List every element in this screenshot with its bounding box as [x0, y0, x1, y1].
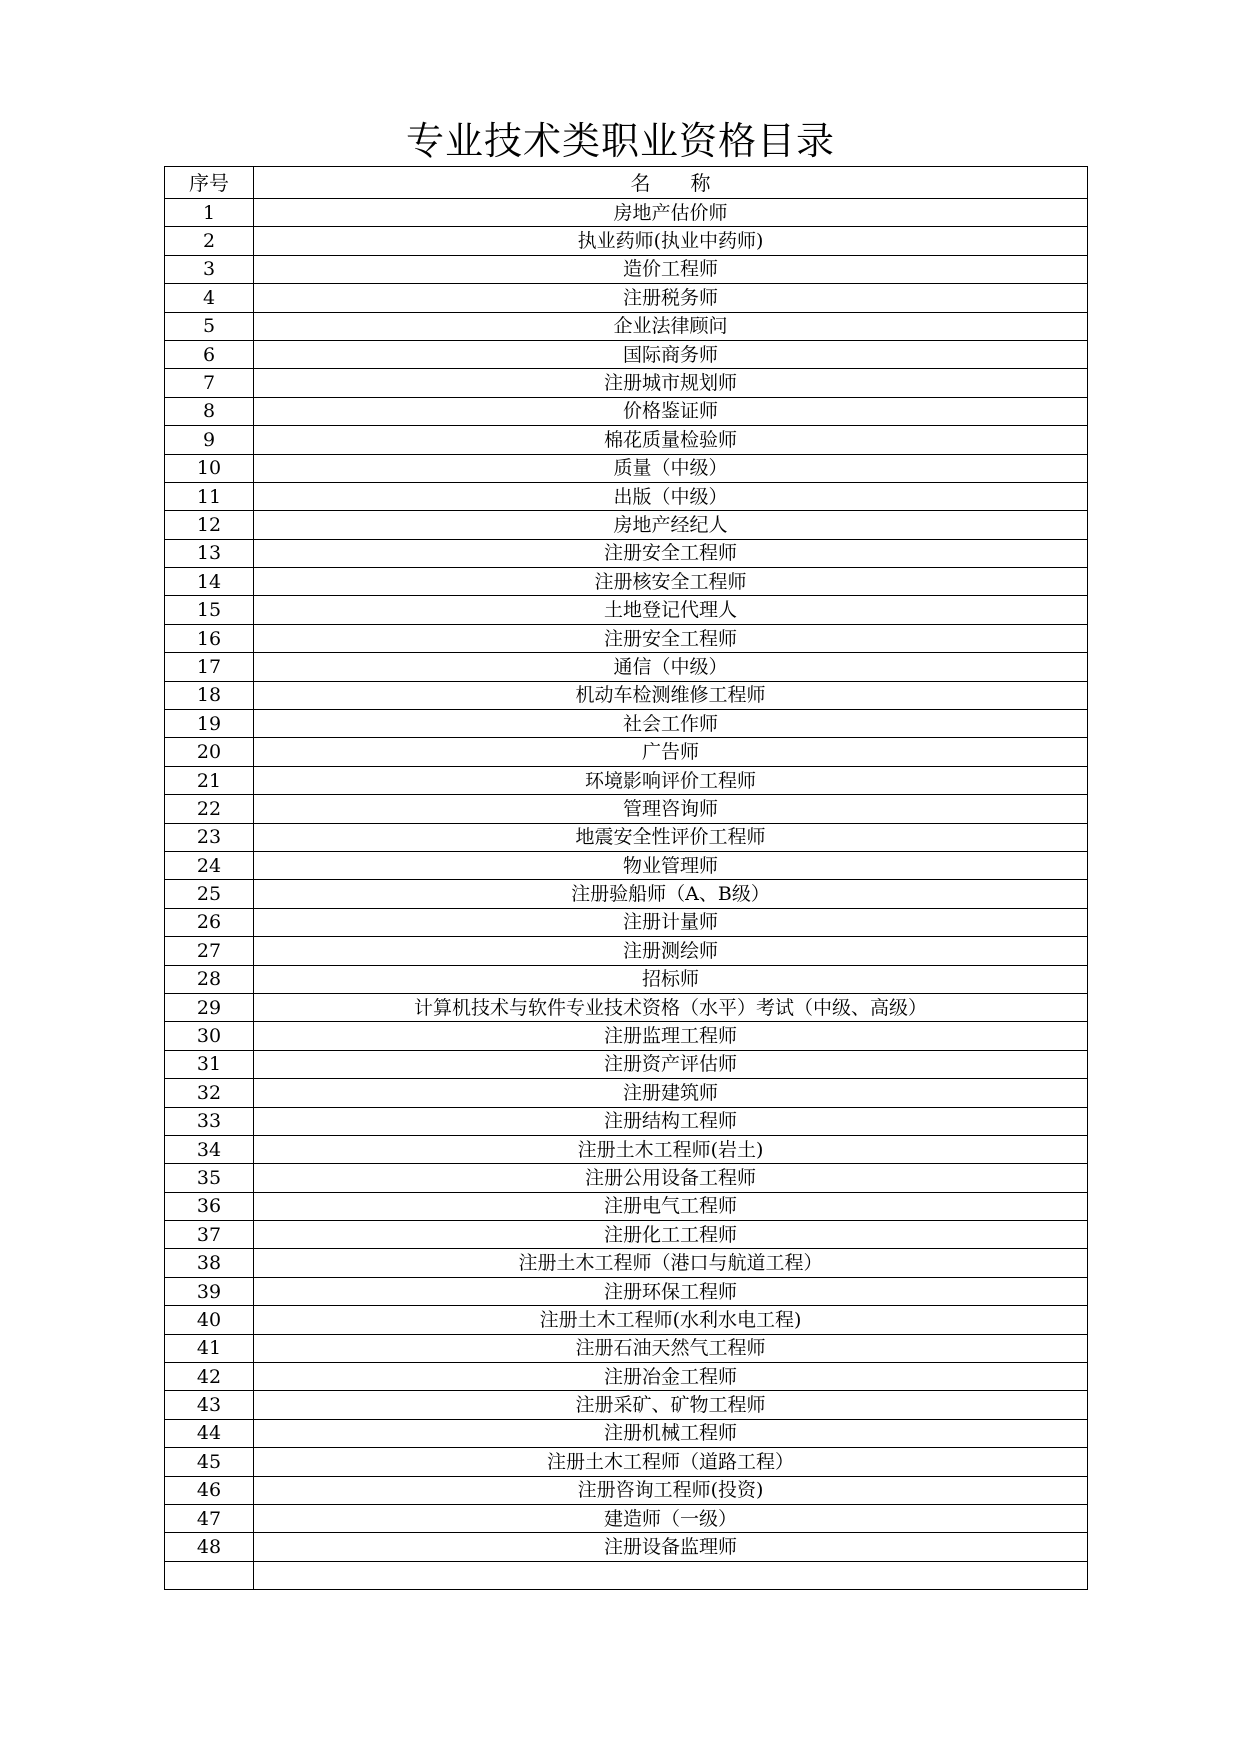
table-row — [165, 1448, 1088, 1476]
row-name: 注册测绘师 — [254, 937, 1088, 965]
row-number: 6 — [165, 340, 254, 368]
row-name: 注册验船师（A、B级） — [254, 880, 1088, 908]
table-row — [165, 738, 1088, 766]
row-number: 1 — [165, 199, 254, 227]
row-number: 42 — [165, 1363, 254, 1391]
row-name: 出版（中级） — [254, 482, 1088, 510]
table-row — [165, 284, 1088, 312]
row-name: 造价工程师 — [254, 255, 1088, 283]
table-row — [165, 596, 1088, 624]
row-number: 41 — [165, 1334, 254, 1362]
table-row — [165, 1476, 1088, 1504]
table-row — [165, 454, 1088, 482]
table-row — [165, 851, 1088, 879]
row-number: 8 — [165, 397, 254, 425]
table-row — [165, 340, 1088, 368]
row-name: 注册核安全工程师 — [254, 568, 1088, 596]
row-name: 注册资产评估师 — [254, 1050, 1088, 1078]
table-row — [165, 681, 1088, 709]
table-row — [165, 624, 1088, 652]
table-row — [165, 227, 1088, 255]
row-number: 11 — [165, 482, 254, 510]
row-number: 19 — [165, 710, 254, 738]
row-number: 37 — [165, 1221, 254, 1249]
row-name: 环境影响评价工程师 — [254, 766, 1088, 794]
qualification-table — [164, 166, 1088, 1590]
table-row — [165, 1050, 1088, 1078]
row-name: 注册土木工程师（道路工程） — [254, 1448, 1088, 1476]
table-row — [165, 880, 1088, 908]
row-name: 注册安全工程师 — [254, 624, 1088, 652]
table-row — [165, 1504, 1088, 1532]
row-name: 企业法律顾问 — [254, 312, 1088, 340]
row-name: 注册税务师 — [254, 284, 1088, 312]
row-number: 10 — [165, 454, 254, 482]
row-number: 7 — [165, 369, 254, 397]
table-row — [165, 255, 1088, 283]
row-number: 28 — [165, 965, 254, 993]
table-row — [165, 1135, 1088, 1163]
row-number: 24 — [165, 851, 254, 879]
table-row — [165, 1192, 1088, 1220]
column-header-name-label: 名称 — [630, 170, 751, 195]
table-row — [165, 1164, 1088, 1192]
row-number: 30 — [165, 1022, 254, 1050]
table-row — [165, 1391, 1088, 1419]
row-number: 27 — [165, 937, 254, 965]
table-row — [165, 710, 1088, 738]
row-number: 3 — [165, 255, 254, 283]
row-number: 38 — [165, 1249, 254, 1277]
table-row — [165, 397, 1088, 425]
row-name: 注册城市规划师 — [254, 369, 1088, 397]
table-row — [165, 908, 1088, 936]
table-row — [165, 937, 1088, 965]
row-number: 12 — [165, 511, 254, 539]
row-name: 注册监理工程师 — [254, 1022, 1088, 1050]
row-name: 注册化工工程师 — [254, 1221, 1088, 1249]
table-row — [165, 568, 1088, 596]
row-name: 房地产经纪人 — [254, 511, 1088, 539]
row-name: 房地产估价师 — [254, 199, 1088, 227]
table-row — [165, 1363, 1088, 1391]
row-number — [165, 1561, 254, 1589]
table-row — [165, 511, 1088, 539]
row-name: 注册土木工程师（港口与航道工程） — [254, 1249, 1088, 1277]
row-name: 广告师 — [254, 738, 1088, 766]
row-name: 国际商务师 — [254, 340, 1088, 368]
row-number: 31 — [165, 1050, 254, 1078]
table-row — [165, 482, 1088, 510]
row-name: 建造师（一级） — [254, 1504, 1088, 1532]
table-row — [165, 199, 1088, 227]
table-row — [165, 1533, 1088, 1561]
row-number: 39 — [165, 1277, 254, 1305]
row-number: 29 — [165, 993, 254, 1021]
row-number: 46 — [165, 1476, 254, 1504]
row-number: 15 — [165, 596, 254, 624]
row-number: 35 — [165, 1164, 254, 1192]
table-row — [165, 1306, 1088, 1334]
row-name: 质量（中级） — [254, 454, 1088, 482]
row-number: 4 — [165, 284, 254, 312]
row-number: 32 — [165, 1079, 254, 1107]
table-row — [165, 993, 1088, 1021]
row-name: 招标师 — [254, 965, 1088, 993]
table-row — [165, 1249, 1088, 1277]
row-name: 社会工作师 — [254, 710, 1088, 738]
row-number: 47 — [165, 1504, 254, 1532]
row-number: 17 — [165, 653, 254, 681]
row-number: 36 — [165, 1192, 254, 1220]
row-number: 5 — [165, 312, 254, 340]
row-name: 计算机技术与软件专业技术资格（水平）考试（中级、高级） — [254, 993, 1088, 1021]
row-number: 48 — [165, 1533, 254, 1561]
row-number: 43 — [165, 1391, 254, 1419]
row-number: 2 — [165, 227, 254, 255]
table-body — [165, 199, 1088, 1590]
row-name: 注册机械工程师 — [254, 1419, 1088, 1447]
row-name: 注册安全工程师 — [254, 539, 1088, 567]
row-name: 通信（中级） — [254, 653, 1088, 681]
table-row — [165, 1079, 1088, 1107]
table-row — [165, 312, 1088, 340]
row-number: 25 — [165, 880, 254, 908]
row-number: 40 — [165, 1306, 254, 1334]
row-number: 21 — [165, 766, 254, 794]
column-header-name — [254, 167, 1088, 199]
table-row — [165, 369, 1088, 397]
table-row — [165, 426, 1088, 454]
row-name: 注册公用设备工程师 — [254, 1164, 1088, 1192]
row-number: 23 — [165, 823, 254, 851]
row-name: 棉花质量检验师 — [254, 426, 1088, 454]
row-name: 注册冶金工程师 — [254, 1363, 1088, 1391]
table-row — [165, 1022, 1088, 1050]
table-row — [165, 965, 1088, 993]
row-number: 14 — [165, 568, 254, 596]
row-name: 注册环保工程师 — [254, 1277, 1088, 1305]
row-number: 22 — [165, 795, 254, 823]
row-name: 注册结构工程师 — [254, 1107, 1088, 1135]
table-row — [165, 653, 1088, 681]
row-number: 18 — [165, 681, 254, 709]
table-row — [165, 1561, 1088, 1589]
row-name: 机动车检测维修工程师 — [254, 681, 1088, 709]
row-name: 执业药师(执业中药师) — [254, 227, 1088, 255]
row-name: 注册设备监理师 — [254, 1533, 1088, 1561]
row-name: 注册土木工程师(岩土) — [254, 1135, 1088, 1163]
table-row — [165, 1107, 1088, 1135]
row-name: 注册咨询工程师(投资) — [254, 1476, 1088, 1504]
row-name — [254, 1561, 1088, 1589]
row-number: 9 — [165, 426, 254, 454]
row-name: 注册电气工程师 — [254, 1192, 1088, 1220]
table-header-row — [165, 167, 1088, 199]
row-number: 44 — [165, 1419, 254, 1447]
table-row — [165, 539, 1088, 567]
row-name: 土地登记代理人 — [254, 596, 1088, 624]
row-name: 价格鉴证师 — [254, 397, 1088, 425]
table-row — [165, 1277, 1088, 1305]
row-number: 34 — [165, 1135, 254, 1163]
row-name: 地震安全性评价工程师 — [254, 823, 1088, 851]
column-header-number: 序号 — [165, 167, 254, 199]
row-number: 16 — [165, 624, 254, 652]
row-number: 13 — [165, 539, 254, 567]
row-name: 物业管理师 — [254, 851, 1088, 879]
table-row — [165, 766, 1088, 794]
table-row — [165, 1419, 1088, 1447]
row-name: 注册石油天然气工程师 — [254, 1334, 1088, 1362]
row-number: 33 — [165, 1107, 254, 1135]
row-name: 注册采矿、矿物工程师 — [254, 1391, 1088, 1419]
row-number: 20 — [165, 738, 254, 766]
page-title: 专业技术类职业资格目录 — [405, 119, 835, 163]
row-name: 注册建筑师 — [254, 1079, 1088, 1107]
row-name: 注册计量师 — [254, 908, 1088, 936]
table-row — [165, 1221, 1088, 1249]
row-name: 管理咨询师 — [254, 795, 1088, 823]
table-row — [165, 1334, 1088, 1362]
table-row — [165, 795, 1088, 823]
row-name: 注册土木工程师(水利水电工程) — [254, 1306, 1088, 1334]
row-number: 45 — [165, 1448, 254, 1476]
table-row — [165, 823, 1088, 851]
row-number: 26 — [165, 908, 254, 936]
